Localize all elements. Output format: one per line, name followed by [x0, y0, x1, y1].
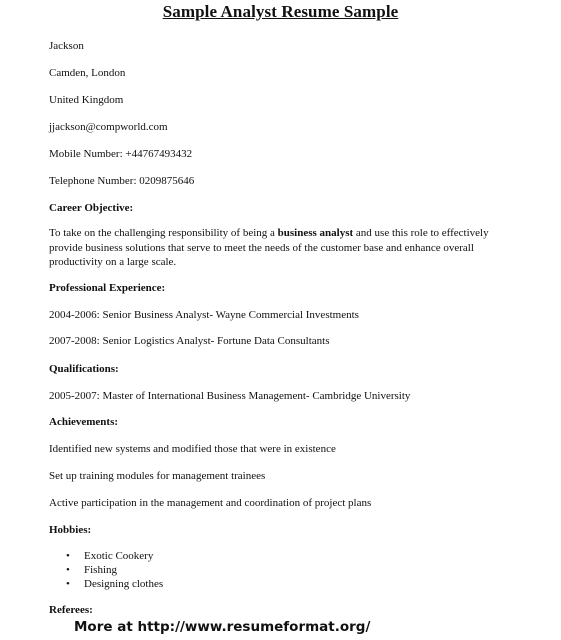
- contact-address: Camden, London: [49, 67, 126, 79]
- contact-mobile: Mobile Number: +44767493432: [49, 148, 193, 160]
- bullet-icon: •: [66, 578, 70, 590]
- contact-telephone: Telephone Number: 0209875646: [49, 175, 195, 187]
- contact-name: Jackson: [49, 40, 84, 52]
- footer-link[interactable]: More at http://www.resumeformat.org/: [74, 619, 371, 635]
- list-item: [49, 577, 163, 591]
- achievement-item: Identified new systems and modified those that were in existence: [49, 443, 336, 455]
- achievement-item: Set up training modules for management trainees: [49, 470, 266, 482]
- experience-item: 2004-2006: Senior Business Analyst- Wayne Commercial Investments: [49, 309, 359, 321]
- hobbies-heading: Hobbies:: [49, 524, 92, 536]
- experience-heading: Professional Experience:: [49, 282, 166, 294]
- list-item: [49, 549, 163, 563]
- contact-country: United Kingdom: [49, 94, 124, 106]
- hobby-label: Designing clothes: [84, 578, 164, 590]
- page-title: Sample Analyst Resume Sample: [162, 2, 399, 21]
- career-objective-text-start: To take on the challenging responsibility of being a: [49, 227, 278, 239]
- referees-heading: Referees:: [49, 604, 93, 616]
- experience-item: 2007-2008: Senior Logistics Analyst- Fortune Data Consultants: [49, 335, 330, 347]
- hobby-label: Fishing: [84, 564, 118, 576]
- list-item: [49, 563, 163, 577]
- contact-email: jjackson@compworld.com: [49, 121, 168, 133]
- career-objective-heading: Career Objective:: [49, 202, 134, 214]
- achievement-item: Active participation in the management and coordination of project plans: [49, 497, 372, 509]
- hobbies-list: [49, 549, 163, 591]
- qualifications-heading: Qualifications:: [49, 363, 119, 375]
- bullet-icon: •: [66, 564, 70, 576]
- achievements-heading: Achievements:: [49, 416, 119, 428]
- career-objective-text: [49, 226, 489, 270]
- bullet-icon: •: [66, 550, 70, 562]
- qualification-item: 2005-2007: Master of International Business Management- Cambridge University: [49, 390, 411, 402]
- career-objective-text-end: and use this role to effectively provide business solutions that serve to meet the needs of the customer base and enhance overall productivity on a large scale.: [49, 227, 489, 268]
- career-objective-emphasis: business analyst: [277, 227, 354, 239]
- hobby-label: Exotic Cookery: [84, 550, 154, 562]
